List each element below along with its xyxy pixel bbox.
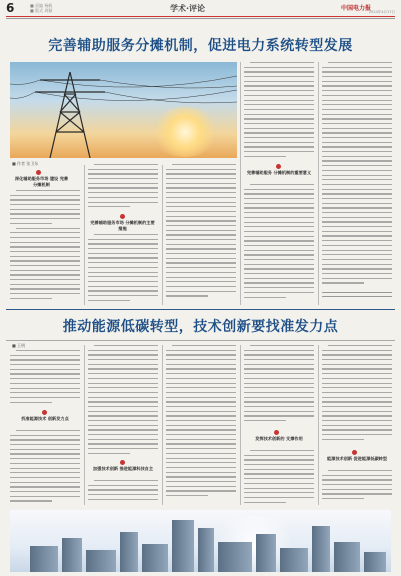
article1-byline: ■ 作者 张卫东 — [12, 161, 39, 166]
article2-column-2b — [88, 480, 158, 506]
subhead-marker-icon — [42, 410, 47, 415]
column-divider — [162, 345, 163, 505]
column-divider — [318, 62, 319, 305]
article1-subhead-2: 完善辅助服务市场 分摊机制的主要措施 — [90, 220, 155, 231]
article1-column-5 — [322, 62, 392, 290]
page-header — [0, 0, 401, 16]
building — [120, 532, 138, 572]
column-divider — [240, 62, 241, 305]
article1-subhead-1: 深化辅助服务市场 建设 完善分摊机制 — [14, 176, 69, 187]
subhead-marker-icon — [36, 170, 41, 175]
subhead-marker-icon — [120, 460, 125, 465]
power-tower-photo — [10, 62, 237, 158]
city-skyline-photo — [10, 510, 391, 572]
building — [364, 552, 386, 572]
header-rule — [6, 16, 395, 17]
subhead-marker-icon — [352, 450, 357, 455]
header-meta-line: ■ 版式 周颖 — [30, 8, 53, 13]
subhead-marker-icon — [276, 164, 281, 169]
article2-subhead-1: 找准能源技术 创新发力点 — [21, 416, 69, 421]
building — [256, 534, 276, 572]
article2-subhead-3: 发挥技术创新的 支撑作用 — [255, 436, 303, 441]
header-meta — [30, 3, 100, 13]
building — [312, 526, 330, 572]
section-title: 学术·评论 — [170, 4, 206, 13]
newspaper-logo: 中国电力报 — [340, 5, 371, 12]
building — [218, 542, 252, 572]
article2-column-1b — [10, 430, 80, 506]
headline-underline — [6, 340, 395, 341]
article-separator — [6, 309, 395, 310]
building — [280, 548, 308, 572]
article2-column-5b — [322, 470, 392, 506]
issue-date: 2024年4月17日 — [368, 10, 395, 14]
article1-column-2b — [88, 234, 158, 306]
article2-column-5 — [322, 345, 392, 445]
article2-column-1 — [10, 350, 80, 406]
building — [86, 550, 116, 572]
article1-column-4b — [244, 184, 314, 306]
sunset-glow — [150, 107, 220, 157]
article1-headline: 完善辅助服务分摊机制，促进电力系统转型发展 — [48, 38, 353, 54]
subhead-marker-icon — [274, 430, 279, 435]
article1-column-3 — [166, 164, 236, 306]
building — [334, 542, 360, 572]
article2-headline: 推动能源低碳转型，技术创新要找准发力点 — [62, 319, 339, 335]
column-divider — [84, 165, 85, 305]
subhead-marker-icon — [120, 214, 125, 219]
article1-column-4 — [244, 62, 314, 162]
header-meta-line: ■ 责编 杨帆 — [30, 3, 53, 8]
author-bio — [322, 292, 392, 300]
article2-subhead-4: 能源技术创新 促进能源低碳转型 — [326, 456, 388, 461]
column-divider — [162, 165, 163, 305]
article2-column-4b — [244, 450, 314, 506]
column-divider — [240, 345, 241, 505]
building — [30, 546, 58, 572]
article2-subhead-2: 加强技术创新 推进能源科技自主 — [92, 466, 154, 471]
building — [62, 538, 82, 572]
building — [142, 544, 168, 572]
header-rule-thin — [6, 18, 395, 19]
article2-column-2 — [88, 345, 158, 457]
article1-column-2 — [88, 164, 158, 212]
article1-column-1 — [10, 190, 80, 304]
article2-byline: ■ 王明 — [12, 343, 26, 348]
page-number: 6 — [6, 1, 15, 15]
building — [198, 528, 214, 572]
article2-column-3 — [166, 345, 236, 505]
article2-column-4 — [244, 345, 314, 427]
column-divider — [84, 345, 85, 505]
column-divider — [318, 345, 319, 505]
building — [172, 520, 194, 572]
article1-subhead-3: 完善辅助服务 分摊机制的重要意义 — [246, 170, 312, 175]
